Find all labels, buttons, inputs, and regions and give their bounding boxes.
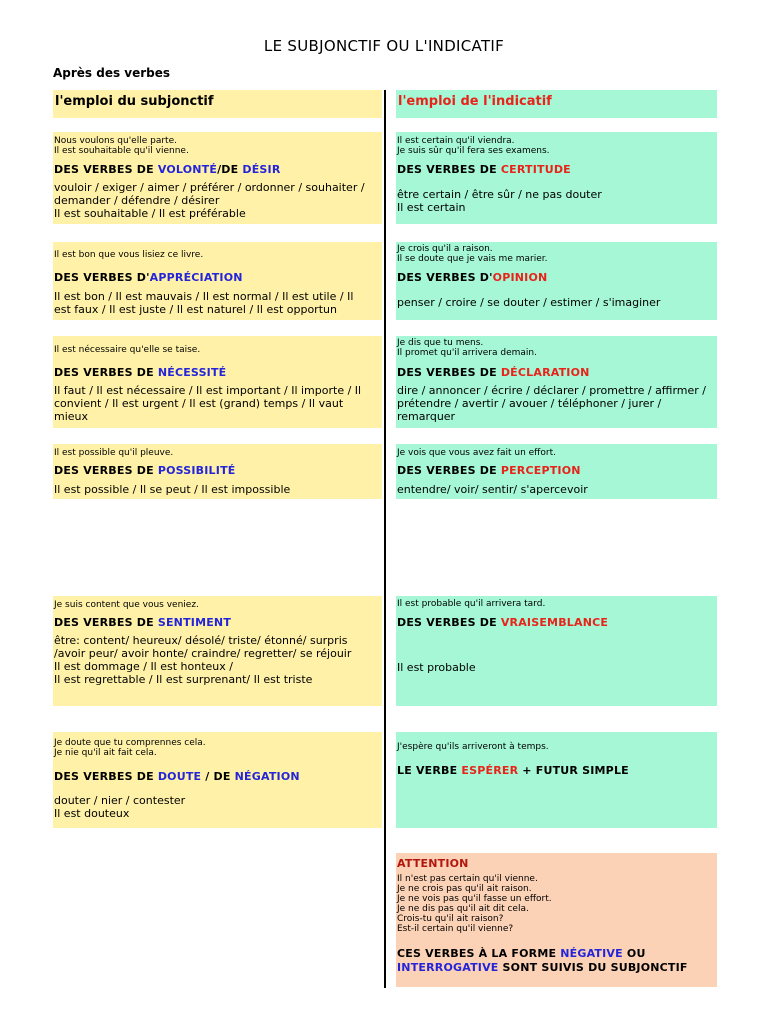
- verb-list: être: content/ heureux/ désolé/ triste/ étonné/ surpris /avoir peur/ avoir honte/ craindre/ regretter/ se réjouir Il est dommage / Il est honteux / Il est regrettable / Il est surprenant/ Il est triste: [54, 634, 352, 686]
- verb-category-label: DES VERBES DE DOUTE / DE NÉGATION: [54, 770, 300, 783]
- indicative-cell-opinion: [396, 242, 717, 320]
- example-sentence: Je suis content que vous veniez.: [54, 600, 199, 610]
- verb-category-label: DES VERBES DE POSSIBILITÉ: [54, 464, 236, 477]
- section-subtitle: Après des verbes: [53, 66, 171, 80]
- attention-rule: CES VERBES À LA FORME NÉGATIVE OU INTERROGATIVE SONT SUIVIS DU SUBJONCTIF: [397, 947, 688, 974]
- page-title: LE SUBJONCTIF OU L'INDICATIF: [263, 37, 505, 55]
- example-sentence: Je dis que tu mens.: [397, 338, 484, 348]
- example-sentence: Je vois que vous avez fait un effort.: [397, 448, 556, 458]
- attention-box: [396, 853, 717, 987]
- verb-list: entendre/ voir/ sentir/ s'apercevoir: [397, 483, 588, 496]
- subjunctive-cell-doute: [53, 732, 382, 828]
- verb-list: douter / nier / contester Il est douteux: [54, 794, 186, 820]
- subjunctive-cell-sentiment: [53, 596, 382, 706]
- verb-category-label: DES VERBES DE CERTITUDE: [397, 163, 571, 176]
- example-sentence: Il n'est pas certain qu'il vienne.: [397, 874, 538, 884]
- indicative-cell-declaration: [396, 336, 717, 428]
- example-sentence: Je ne crois pas qu'il ait raison.: [397, 884, 532, 894]
- example-sentence: Il est certain qu'il viendra.: [397, 136, 515, 146]
- example-sentence: Je suis sûr qu'il fera ses examens.: [397, 146, 550, 156]
- subjunctive-header-label: l'emploi du subjonctif: [55, 94, 214, 109]
- verb-list: être certain / être sûr / ne pas douter Il est certain: [397, 188, 602, 214]
- example-sentence: Je doute que tu comprennes cela.: [54, 738, 206, 748]
- example-sentence: Je crois qu'il a raison.: [397, 244, 493, 254]
- verb-list: Il est probable: [397, 661, 476, 674]
- attention-title: ATTENTION: [397, 857, 469, 870]
- indicative-cell-esperer: [396, 732, 717, 828]
- indicative-cell-perception: [396, 444, 717, 499]
- example-sentence: Il est probable qu'il arrivera tard.: [397, 599, 546, 609]
- example-sentence: Je ne dis pas qu'il ait dit cela.: [397, 904, 529, 914]
- example-sentence: Crois-tu qu'il ait raison?: [397, 914, 504, 924]
- verb-category-label: DES VERBES DE VOLONTÉ/DE DÉSIR: [54, 163, 281, 176]
- example-sentence: Il est possible qu'il pleuve.: [54, 448, 174, 458]
- example-sentence: Je ne vois pas qu'il fasse un effort.: [397, 894, 552, 904]
- indicative-cell-certitude: [396, 132, 717, 224]
- indicative-header-label: l'emploi de l'indicatif: [398, 94, 552, 109]
- verb-list: Il est possible / Il se peut / Il est impossible: [54, 483, 291, 496]
- indicative-header: [396, 90, 717, 118]
- verb-category-label: DES VERBES DE DÉCLARATION: [397, 366, 590, 379]
- verb-list: Il faut / Il est nécessaire / Il est important / Il importe / Il convient / Il est urgent / Il est (grand) temps / Il vaut mieux: [54, 384, 362, 423]
- verb-list: Il est bon / Il est mauvais / Il est normal / Il est utile / Il est faux / Il est juste / Il est naturel / Il est opportun: [54, 290, 354, 316]
- example-sentence: Il est bon que vous lisiez ce livre.: [54, 250, 204, 260]
- example-sentence: J'espère qu'ils arriveront à temps.: [397, 742, 549, 752]
- verb-category-label: LE VERBE ESPÉRER + FUTUR SIMPLE: [397, 764, 629, 777]
- example-sentence: Il promet qu'il arrivera demain.: [397, 348, 537, 358]
- verb-category-label: DES VERBES D'APPRÉCIATION: [54, 271, 243, 284]
- verb-category-label: DES VERBES DE SENTIMENT: [54, 616, 232, 629]
- subjunctive-cell-possibilite: [53, 444, 382, 499]
- column-divider: [384, 90, 386, 988]
- subjunctive-cell-volonte: [53, 132, 382, 224]
- example-sentence: Nous voulons qu'elle parte.: [54, 136, 177, 146]
- verb-category-label: DES VERBES DE NÉCESSITÉ: [54, 366, 227, 379]
- example-sentence: Il est nécessaire qu'elle se taise.: [54, 345, 201, 355]
- verb-list: vouloir / exiger / aimer / préférer / ordonner / souhaiter / demander / défendre / désirer Il est souhaitable / Il est préférable: [54, 181, 365, 220]
- verb-list: penser / croire / se douter / estimer / s'imaginer: [397, 296, 661, 309]
- verb-category-label: DES VERBES D'OPINION: [397, 271, 548, 284]
- example-sentence: Il est souhaitable qu'il vienne.: [54, 146, 189, 156]
- indicative-cell-vraisemblance: [396, 596, 717, 706]
- example-sentence: Il se doute que je vais me marier.: [397, 254, 548, 264]
- example-sentence: Est-il certain qu'il vienne?: [397, 924, 514, 934]
- example-sentence: Je nie qu'il ait fait cela.: [54, 748, 157, 758]
- subjunctive-cell-appreciation: [53, 242, 382, 320]
- verb-category-label: DES VERBES DE VRAISEMBLANCE: [397, 616, 609, 629]
- subjunctive-header: [53, 90, 382, 118]
- verb-list: dire / annoncer / écrire / déclarer / promettre / affirmer / prétendre / avertir / avouer / téléphoner / jurer / remarquer: [397, 384, 706, 423]
- verb-category-label: DES VERBES DE PERCEPTION: [397, 464, 581, 477]
- subjunctive-cell-necessite: [53, 336, 382, 428]
